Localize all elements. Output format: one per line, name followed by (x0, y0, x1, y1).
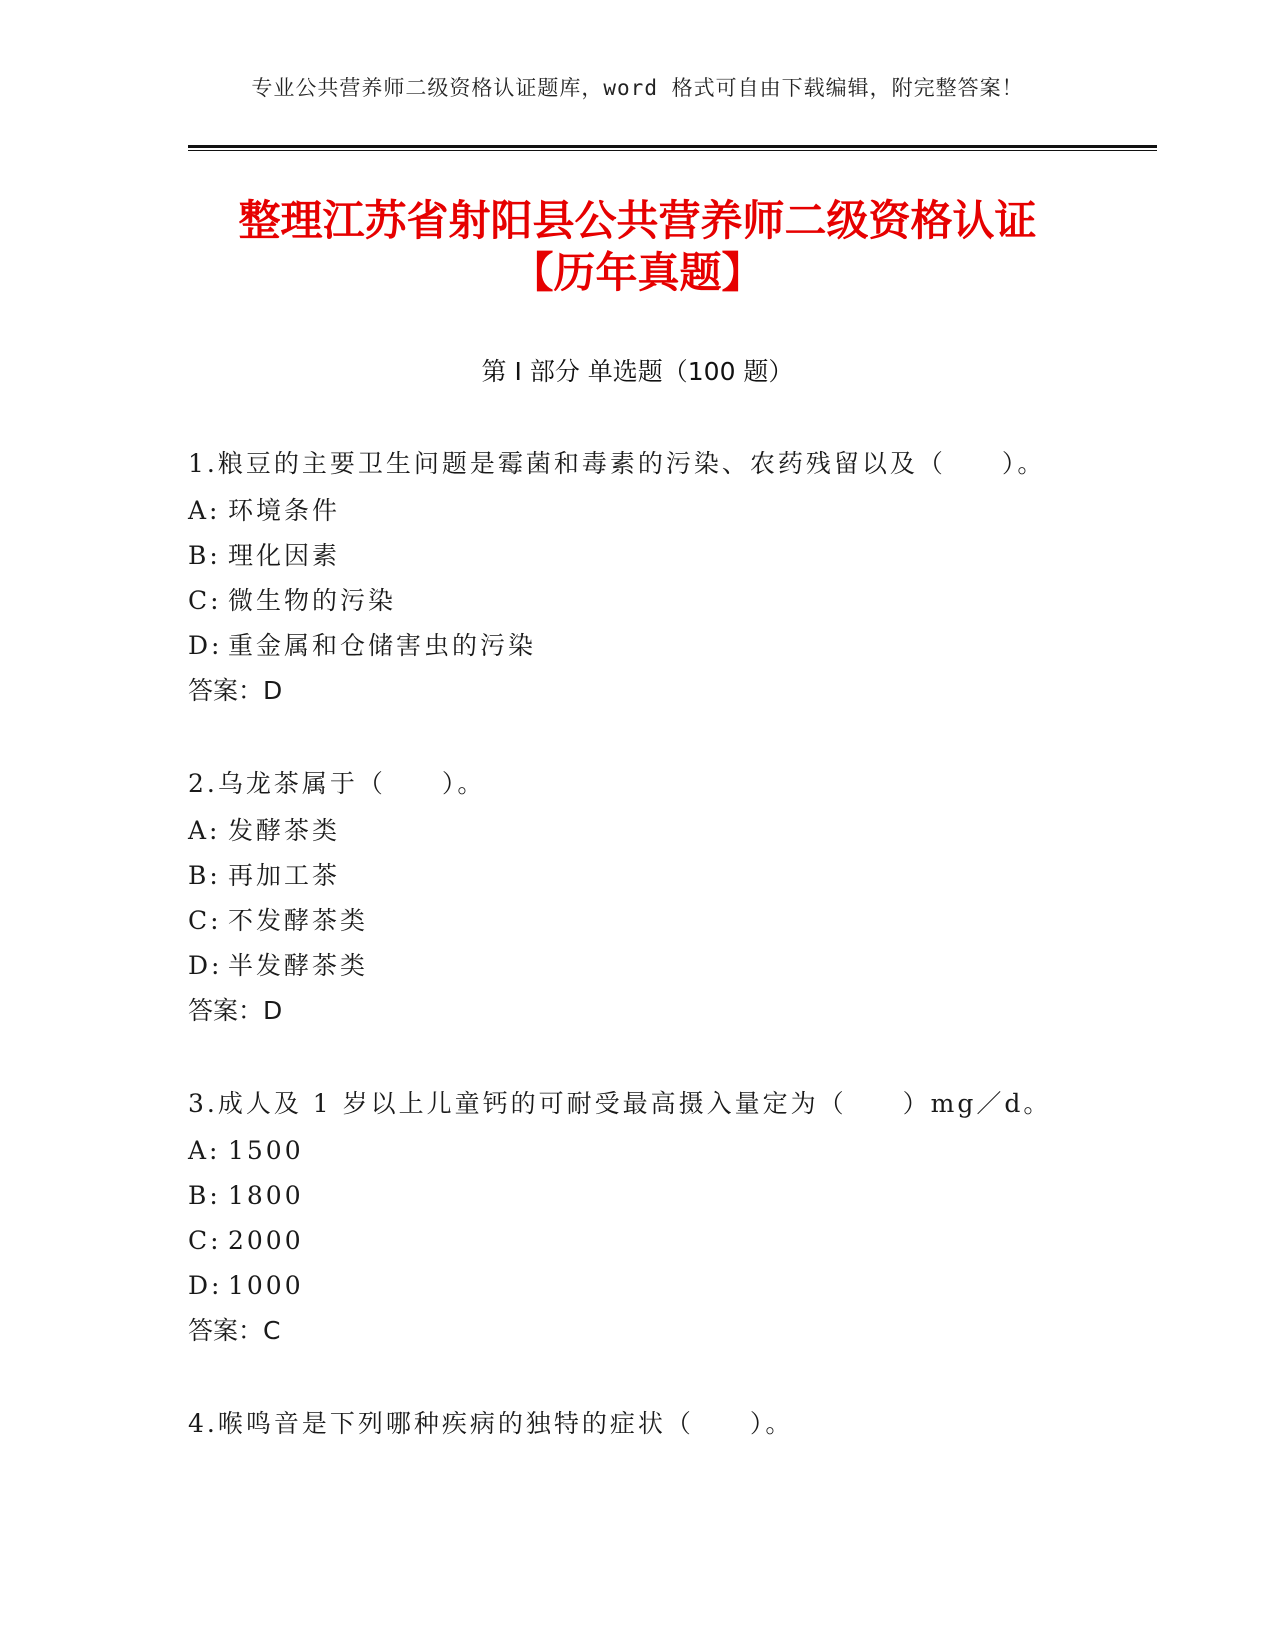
option-key: A: (188, 496, 221, 525)
question-stem: 2.乌龙茶属于（ ）。 (188, 769, 486, 798)
option-key: C: (188, 1226, 222, 1255)
answer-line (188, 668, 1088, 714)
option-text: 环境条件 (228, 496, 341, 525)
option-b (188, 853, 1088, 898)
option-key: D: (188, 631, 223, 660)
question-4 (188, 1400, 1088, 1448)
answer-value: C (263, 1316, 281, 1345)
option-key: B: (188, 1181, 221, 1210)
question-stem: 1.粮豆的主要卫生问题是霉菌和毒素的污染、农药残留以及（ ）。 (188, 449, 1046, 478)
question-stem: 4.喉鸣音是下列哪种疾病的独特的症状（ ）。 (188, 1409, 794, 1438)
option-text: 发酵茶类 (228, 816, 341, 845)
option-a (188, 808, 1088, 853)
option-c (188, 898, 1088, 943)
option-text: 重金属和仓储害虫的污染 (228, 631, 537, 660)
option-key: D: (188, 951, 223, 980)
title-line-2: 【历年真题】 (511, 248, 764, 297)
answer-line (188, 1308, 1088, 1354)
option-d (188, 623, 1088, 668)
option-key: A: (188, 1136, 221, 1165)
option-key: A: (188, 816, 221, 845)
option-text: 1800 (228, 1181, 304, 1210)
section-heading: 第 I 部分 单选题（100 题） (481, 357, 794, 386)
answer-prefix: 答案： (188, 676, 264, 705)
option-a (188, 1128, 1088, 1173)
answer-value: D (263, 996, 283, 1025)
option-b (188, 533, 1088, 578)
question-list (188, 440, 1088, 1494)
option-d (188, 1263, 1088, 1308)
option-text: 1000 (228, 1271, 304, 1300)
option-key: B: (188, 541, 221, 570)
option-d (188, 943, 1088, 988)
question-3 (188, 1080, 1088, 1354)
option-key: C: (188, 906, 222, 935)
header-divider (188, 145, 1157, 151)
option-key: D: (188, 1271, 223, 1300)
answer-line (188, 988, 1088, 1034)
option-key: C: (188, 586, 222, 615)
option-text: 半发酵茶类 (228, 951, 369, 980)
option-b (188, 1173, 1088, 1218)
header-note: 专业公共营养师二级资格认证题库，word 格式可自由下载编辑，附完整答案！ (251, 76, 1024, 100)
title-line-1: 整理江苏省射阳县公共营养师二级资格认证 (238, 196, 1037, 245)
option-c (188, 1218, 1088, 1263)
option-text: 不发酵茶类 (228, 906, 369, 935)
option-text: 理化因素 (228, 541, 341, 570)
option-text: 1500 (228, 1136, 304, 1165)
option-key: B: (188, 861, 221, 890)
answer-value: D (263, 676, 283, 705)
answer-prefix: 答案： (188, 996, 264, 1025)
option-text: 再加工茶 (228, 861, 341, 890)
question-stem: 3.成人及 1 岁以上儿童钙的可耐受最高摄入量定为（ ）mg／d。 (188, 1089, 1052, 1118)
option-text: 微生物的污染 (228, 586, 397, 615)
document-title (0, 195, 1275, 299)
option-text: 2000 (228, 1226, 304, 1255)
answer-prefix: 答案： (188, 1316, 264, 1345)
option-c (188, 578, 1088, 623)
option-a (188, 488, 1088, 533)
question-1 (188, 440, 1088, 714)
question-2 (188, 760, 1088, 1034)
